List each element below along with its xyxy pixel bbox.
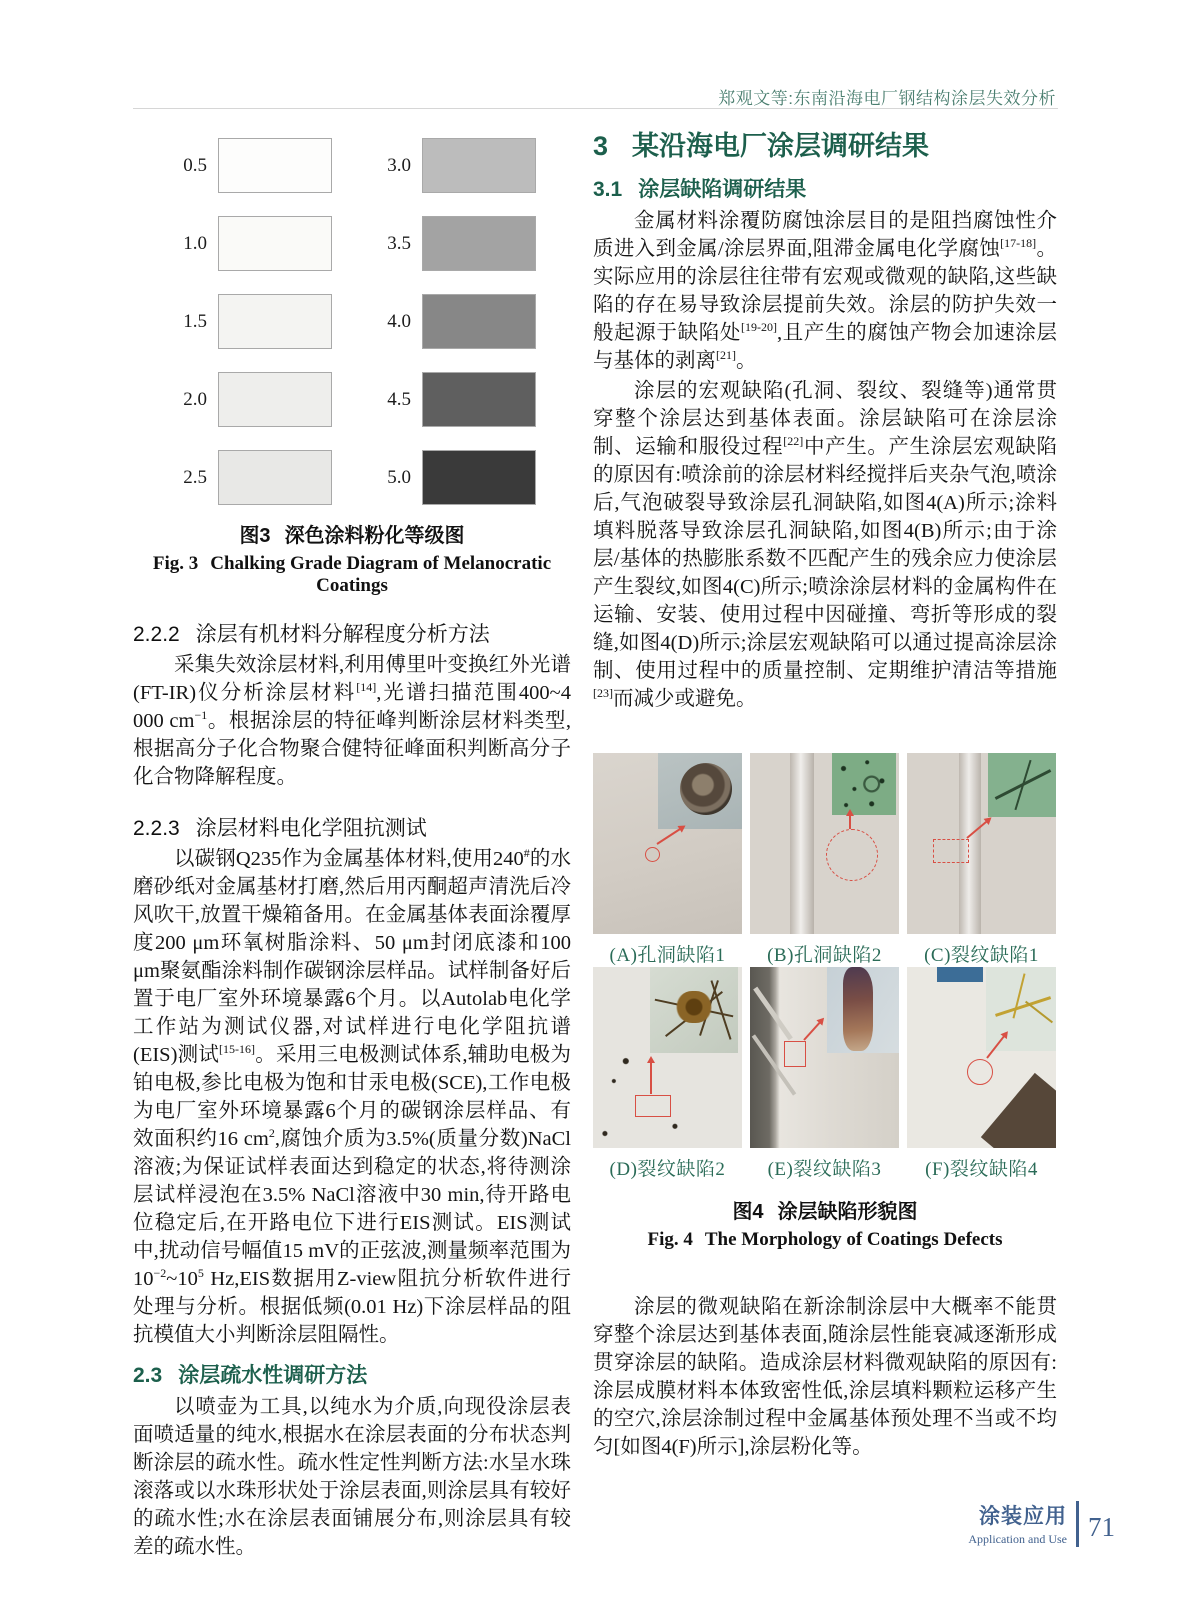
paragraph-3-1-a: 金属材料涂覆防腐蚀涂层目的是阻挡腐蚀性介质进入到金属/涂层界面,阻滞金属电化学腐蚀[17-18]。实际应用的涂层往往带有宏观或微观的缺陷,这些缺陷的存在易导致涂层提前失效。涂层的防护失效一般起源于缺陷处[19-20],且产生的腐蚀产物会加速涂层与基体的剥离[21]。 [593, 210, 1058, 372]
red-rect-marker [784, 1041, 806, 1067]
swatch-box [218, 450, 332, 505]
crack-streak [843, 967, 873, 1051]
figure3-swatch-grid [133, 138, 571, 505]
figure3-title: 深色涂料粉化等级图 [284, 525, 465, 547]
red-arrow [803, 1021, 821, 1040]
pore-hole [680, 763, 732, 815]
page-footer [968, 1500, 1115, 1547]
paragraph-2-2-2: 采集失效涂层材料,利用傅里叶变换红外光谱(FT-IR)仪分析涂层材料[14],光谱扫描范围400~4 000 $cm^{-1}$。根据涂层的特征峰判断涂层材料类型,根据高分子化合物聚合健特征峰面积判断高分子化合物降解程度。 [133, 654, 572, 788]
photo-e-label: (E)裂纹缺陷3 [767, 1159, 882, 1180]
corrosion-blob [676, 991, 712, 1023]
red-rect-marker [635, 1095, 671, 1117]
swatch-box [422, 294, 536, 349]
swatch-box [218, 138, 332, 193]
background-object [937, 967, 983, 982]
heading-2-3: 2.3 涂层疏水性调研方法 [133, 1364, 368, 1387]
swatch-label: 2.5 [183, 466, 207, 488]
background-corner [981, 1073, 1056, 1148]
heading-3: 3 某沿海电厂涂层调研结果 [593, 131, 930, 161]
journal-name-en: Application and Use [968, 1532, 1067, 1546]
journal-name [968, 1500, 1067, 1547]
swatch-label: 2.0 [183, 388, 207, 410]
crack-line [1025, 1001, 1053, 1024]
page-number: 71 [1088, 1512, 1115, 1542]
red-arrow [650, 1062, 652, 1094]
swatch-label: 5.0 [387, 466, 411, 488]
photo-a-label: (A)孔洞缺陷1 [609, 945, 726, 966]
swatch-box [422, 216, 536, 271]
wall-ridge [790, 753, 814, 934]
figure3-chalking-diagram [133, 138, 571, 597]
figure4-labels-row-2 [593, 1154, 1057, 1181]
photo-b-pore-defect-2 [750, 753, 899, 934]
crack-line [1012, 973, 1025, 1018]
header-divider [133, 108, 1058, 109]
figure3-number: 图3 [239, 525, 271, 547]
figure4-title-en: The Morphology of Coatings Defects [704, 1229, 1003, 1250]
figure4-caption-cn [593, 1195, 1057, 1224]
photo-d-crack-defect-2 [593, 967, 742, 1148]
photo-d-magnified-inset [650, 967, 738, 1053]
heading-2-2-3: 2.2.3 涂层材料电化学阻抗测试 [133, 817, 427, 840]
figure4-number: 图4 [732, 1201, 764, 1223]
swatch-box [218, 216, 332, 271]
footer-divider [1076, 1501, 1079, 1547]
photo-f-magnified-inset [986, 967, 1056, 1051]
figure4-caption-en [593, 1229, 1057, 1251]
journal-name-cn: 涂装应用 [979, 1505, 1067, 1528]
background-object [753, 987, 793, 1041]
red-arrow [656, 828, 681, 845]
right-column [593, 112, 1057, 1461]
photo-c-label: (C)裂纹缺陷1 [924, 945, 1039, 966]
figure3-caption-en [133, 553, 571, 597]
figure4-labels-row-1 [593, 940, 1057, 967]
photo-b-label: (B)孔洞缺陷2 [767, 945, 882, 966]
figure3-title-en: Chalking Grade Diagram of Melanocratic Coatings [210, 553, 552, 596]
figure4-defect-photos [593, 753, 1057, 1251]
heading-2-2-2: 2.2.2 涂层有机材料分解程度分析方法 [133, 623, 490, 646]
swatch-label: 0.5 [183, 154, 207, 176]
paragraph-3-1-b: 涂层的宏观缺陷(孔洞、裂纹、裂缝等)通常贯穿整个涂层达到基体表面。涂层缺陷可在涂层涂制、运输和服役过程[22]中产生。产生涂层宏观缺陷的原因有:喷涂前的涂层材料经搅拌后夹杂气泡,喷涂后,气泡破裂导致涂层孔洞缺陷,如图4(A)所示;涂料填料脱落导致涂层孔洞缺陷,如图4(B)所示;由于涂层/基体的热膨胀系数不匹配产生的残余应力使涂层产生裂纹,如图4(C)所示;喷涂涂层材料的金属构件在运输、安装、使用过程中因碰撞、弯折等形成的裂缝,如图4(D)所示;涂层宏观缺陷可以通过提高涂层涂制、使用过程中的质量控制、定期维护清洁等措施[23]而减少或避免。 [593, 380, 1058, 710]
swatch-box [422, 450, 536, 505]
red-circle-marker [967, 1059, 993, 1085]
figure4-title: 涂层缺陷形貌图 [777, 1201, 918, 1223]
figure4-row-1 [593, 753, 1057, 934]
figure3-number-en: Fig. 3 [152, 553, 199, 574]
swatch-box [218, 372, 332, 427]
photo-c-crack-defect-1 [907, 753, 1056, 934]
red-dashed-rect-marker [933, 839, 969, 863]
red-circle-marker [645, 847, 660, 862]
photo-e-magnified-inset [827, 967, 899, 1053]
swatch-box [422, 138, 536, 193]
figure3-caption-cn [133, 519, 571, 548]
paragraph-3-1-c: 涂层的微观缺陷在新涂制涂层中大概率不能贯穿整个涂层达到基体表面,随涂层性能衰减逐渐形成贯穿涂层的缺陷。造成涂层材料微观缺陷的原因有:涂层成膜材料本体致密性低,涂层填料颗粒运移产生的空穴,涂层涂制过程中金属基体预处理不当或不均匀[如图4(F)所示],涂层粉化等。 [593, 1296, 1057, 1458]
swatch-label: 4.0 [387, 310, 411, 332]
swatch-box [218, 294, 332, 349]
red-dashed-circle-marker [826, 829, 878, 881]
swatch-label: 3.0 [387, 154, 411, 176]
red-arrow [849, 815, 851, 829]
photo-f-label: (F)裂纹缺陷4 [925, 1159, 1038, 1180]
left-column [133, 112, 571, 1561]
swatch-label: 4.5 [387, 388, 411, 410]
photo-e-crack-defect-3 [750, 967, 899, 1148]
photo-a-magnified-inset [658, 753, 742, 829]
photo-b-magnified-inset [832, 753, 896, 815]
photo-d-label: (D)裂纹缺陷2 [609, 1159, 726, 1180]
heading-3-1: 3.1 涂层缺陷调研结果 [593, 178, 807, 201]
swatch-label: 3.5 [387, 232, 411, 254]
figure4-number-en: Fig. 4 [647, 1229, 693, 1250]
photo-c-magnified-inset [988, 753, 1056, 817]
figure4-row-2 [593, 967, 1057, 1148]
paragraph-2-3: 以喷壶为工具,以纯水为介质,向现役涂层表面喷适量的纯水,根据水在涂层表面的分布状态判断涂层的疏水性。疏水性定性判断方法:水呈水珠滚落或以水珠形状处于涂层表面,则涂层具有较好的疏水性;水在涂层表面铺展分布,则涂层具有较差的疏水性。 [133, 1396, 571, 1558]
photo-f-crack-defect-4 [907, 967, 1056, 1148]
paragraph-2-2-3: 以碳钢Q235作为金属基体材料,使用240#的水磨砂纸对金属基材打磨,然后用丙酮超声清洗后冷风吹干,放置干燥箱备用。在金属基体表面涂覆厚度200 μm环氧树脂涂料、50 μm封闭底漆和100 μm聚氨酯涂料制作碳钢涂层样品。试样制备好后置于电厂室外环境暴露6个月。以Autolab电化学工作站为测试仪器,对试样进行电化学阻抗谱(EIS)测试[15-16]。采用三电极测试体系,辅助电极为铂电极,参比电极为饱和甘汞电极(SCE),工作电极为电厂室外环境暴露6个月的碳钢涂层样品、有效面积约16 $cm^2$,腐蚀介质为3.5%(质量分数)NaCl溶液;为保证试样表面达到稳定的状态,将待测涂层试样浸泡在3.5% NaCl溶液中30 min,待开路电位稳定后,在开路电位下进行EIS测试。EIS测试中,扰动信号幅值15 mV的正弦波,测量频率范围为$10^{-2}\sim 10^5$ Hz,EIS数据用Z-view阻抗分析软件进行处理与分析。根据低频(0.01 Hz)下涂层样品的阻抗模值大小判断涂层阻隔性。 [133, 846, 571, 1346]
running-head: 郑观文等:东南沿海电厂钢结构涂层失效分析 [718, 89, 1056, 108]
photo-a-pore-defect-1 [593, 753, 742, 934]
swatch-label: 1.5 [183, 310, 207, 332]
swatch-label: 1.0 [183, 232, 207, 254]
swatch-box [422, 372, 536, 427]
